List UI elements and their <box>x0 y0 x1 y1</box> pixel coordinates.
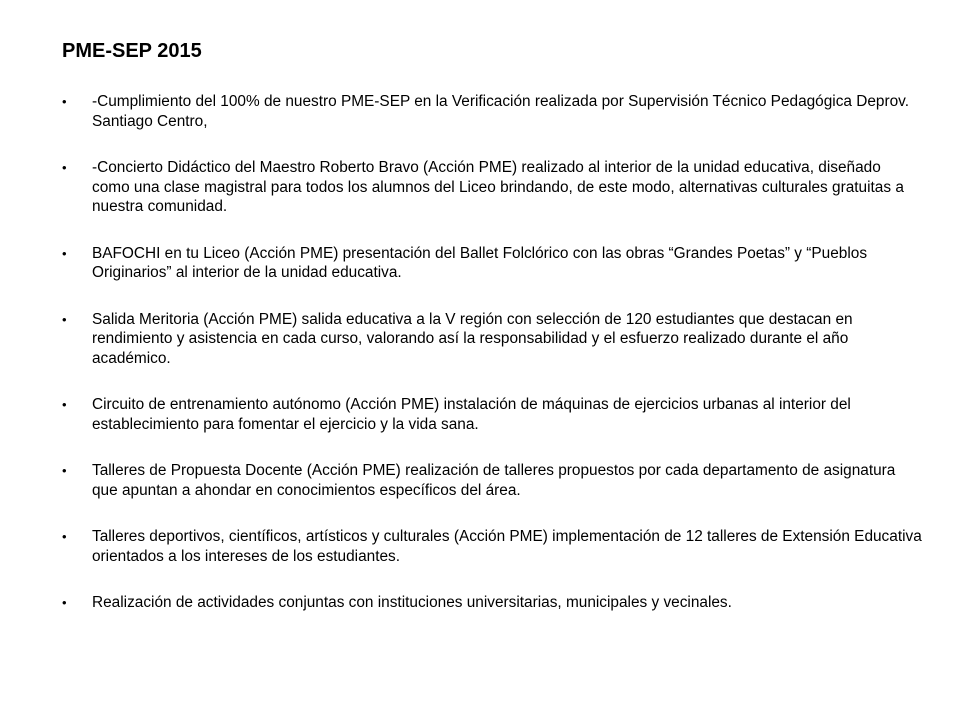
bullet-list <box>62 92 922 640</box>
bullet-text: Circuito de entrenamiento autónomo (Acción PME) instalación de máquinas de ejercicios urbanas al interior del establecimiento para fomentar el ejercicio y la vida sana. <box>92 396 851 433</box>
bullet-text: -Cumplimiento del 100% de nuestro PME-SEP en la Verificación realizada por Supervisión Técnico Pedagógica Deprov. Santiago Centro, <box>92 93 910 130</box>
bullet-icon: • <box>62 463 67 478</box>
bullet-item <box>62 461 922 500</box>
bullet-icon: • <box>62 311 67 327</box>
bullet-item <box>62 158 922 217</box>
bullet-icon: • <box>62 245 67 261</box>
bullet-text: -Concierto Didáctico del Maestro Roberto Bravo (Acción PME) realizado al interior de la unidad educativa, diseñado como una clase magistral para todos los alumnos del Liceo brindando, de este modo, alternativas culturales gratuitas a nuestra comunidad. <box>92 159 904 215</box>
bullet-text: Talleres deportivos, científicos, artísticos y culturales (Acción PME) implementación de 12 talleres de Extensión Educativa orientados a los intereses de los estudiantes. <box>92 528 922 565</box>
bullet-text: Talleres de Propuesta Docente (Acción PME) realización de talleres propuestos por cada departamento de asignatura que apuntan a ahondar en conocimientos específicos del área. <box>92 462 896 499</box>
bullet-text: Salida Meritoria (Acción PME) salida educativa a la V región con selección de 120 estudiantes que destacan en rendimiento y asistencia en cada curso, valorando así la responsabilidad y el esfuerzo realizado durante el año académico. <box>92 310 853 367</box>
bullet-item <box>62 92 922 131</box>
bullet-icon: • <box>62 160 67 175</box>
bullet-item <box>62 527 922 566</box>
slide-title: PME-SEP 2015 <box>62 40 202 62</box>
bullet-item <box>62 395 922 434</box>
bullet-icon: • <box>62 94 67 109</box>
bullet-item <box>62 593 922 613</box>
bullet-icon: • <box>62 529 67 544</box>
bullet-item <box>62 310 922 369</box>
bullet-item <box>62 244 922 283</box>
bullet-text: BAFOCHI en tu Liceo (Acción PME) presentación del Ballet Folclórico con las obras “Grandes Poetas” y “Pueblos Originarios” al interior de la unidad educativa. <box>92 244 868 281</box>
bullet-icon: • <box>62 595 67 610</box>
bullet-icon: • <box>62 397 67 412</box>
bullet-text: Realización de actividades conjuntas con instituciones universitarias, municipales y vecinales. <box>92 594 732 611</box>
